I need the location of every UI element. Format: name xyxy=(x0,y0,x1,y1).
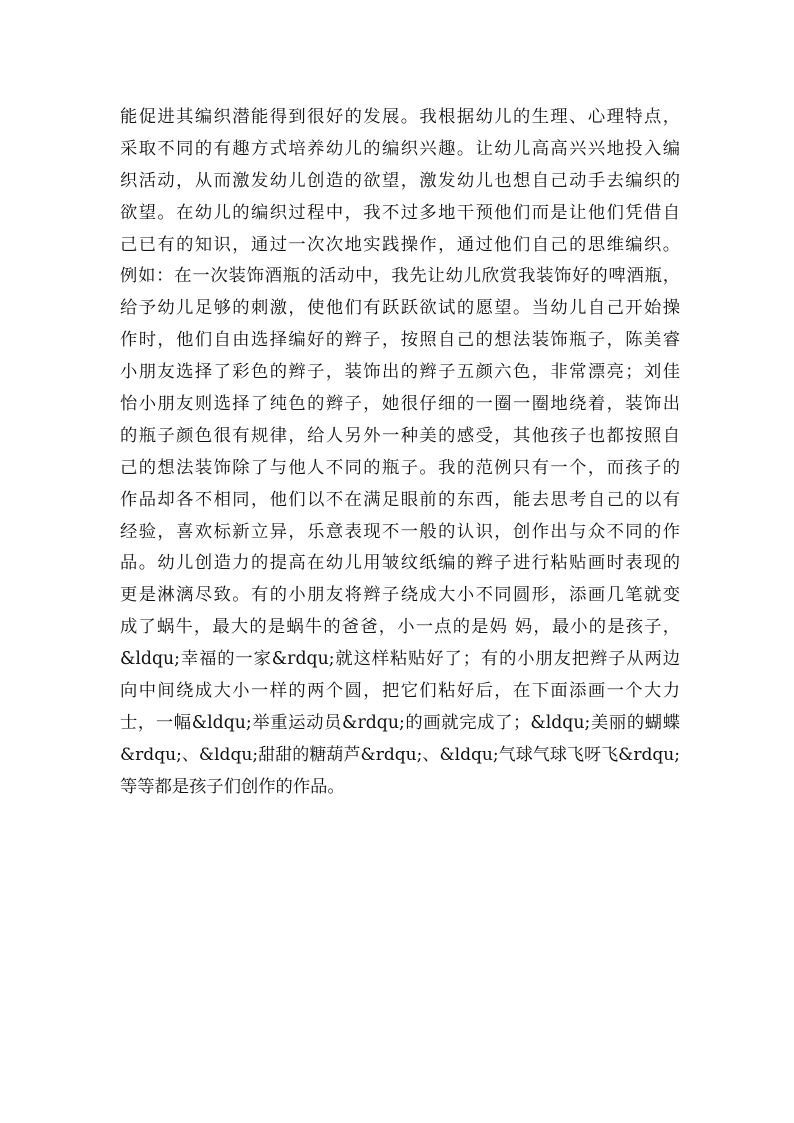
text-line: 怡小朋友则选择了纯色的辫子，她很仔细的一圈一圈地绕着，装饰出 xyxy=(120,394,680,415)
text-line: 经验，喜欢标新立异，乐意表现不一般的认识，创作出与众不同的作 xyxy=(120,521,680,542)
text-line: &ldqu;幸福的一家&rdqu;就这样粘贴好了；有的小朋友把辫子从两边 xyxy=(120,649,680,670)
text-line: 品。幼儿创造力的提高在幼儿用皱纹纸编的辫子进行粘贴画时表现的 xyxy=(120,553,680,574)
text-line: &rdqu;、&ldqu;甜甜的糖葫芦&rdqu;、&ldqu;气球气球飞呀飞&rdqu; xyxy=(120,744,680,765)
text-line: 作时，他们自由选择编好的辫子，按照自己的想法装饰瓶子，陈美睿 xyxy=(120,330,680,351)
text-line: 等等都是孩子们创作的作品。 xyxy=(120,776,345,797)
text-line: 能促进其编织潜能得到很好的发展。我根据幼儿的生理、心理特点， xyxy=(120,107,680,127)
text-line: 士，一幅&ldqu;举重运动员&rdqu;的画就完成了；&ldqu;美丽的蝴蝶 xyxy=(120,712,680,733)
text-line: 织活动，从而激发幼儿创造的欲望，激发幼儿也想自己动手去编织的 xyxy=(120,170,680,191)
text-line: 给予幼儿足够的刺激，使他们有跃跃欲试的愿望。当幼儿自己开始操 xyxy=(120,298,680,319)
text-line: 欲望。在幼儿的编织过程中，我不过多地干预他们而是让他们凭借自 xyxy=(120,202,680,223)
text-line: 例如：在一次装饰酒瓶的活动中，我先让幼儿欣赏我装饰好的啤酒瓶， xyxy=(120,266,680,287)
text-line: 更是淋漓尽致。有的小朋友将辫子绕成大小不同圆形，添画几笔就变 xyxy=(120,585,680,606)
text-line: 己的想法装饰除了与他人不同的瓶子。我的范例只有一个，而孩子的 xyxy=(120,457,680,478)
text-line: 向中间绕成大小一样的两个圆，把它们粘好后，在下面添画一个大力 xyxy=(120,681,680,702)
text-line: 的瓶子颜色很有规律，给人另外一种美的感受，其他孩子也都按照自 xyxy=(120,425,680,446)
text-line: 成了蜗牛，最大的是蜗牛的爸爸，小一点的是妈 妈，最小的是孩子， xyxy=(120,617,680,638)
text-line: 作品却各不相同，他们以不在满足眼前的东西，能去思考自己的以有 xyxy=(120,489,680,510)
text-line: 小朋友选择了彩色的辫子，装饰出的辫子五颜六色，非常漂亮；刘佳 xyxy=(120,362,680,383)
text-line: 采取不同的有趣方式培养幼儿的编织兴趣。让幼儿高高兴兴地投入编 xyxy=(120,138,680,159)
body-paragraph xyxy=(120,102,680,804)
text-line: 己已有的知识，通过一次次地实践操作，通过他们自己的思维编织。 xyxy=(120,234,680,255)
